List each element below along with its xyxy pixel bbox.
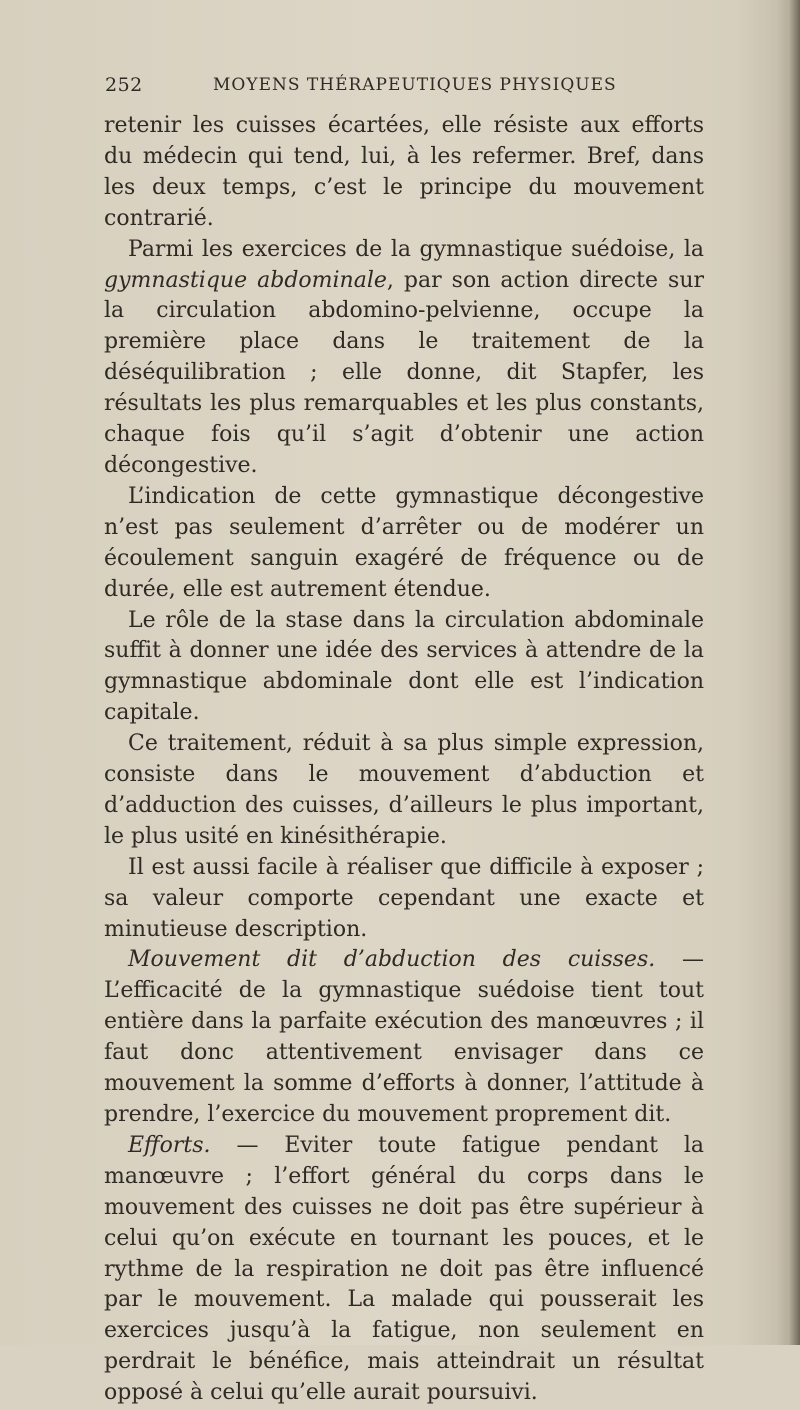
paragraph-2: Parmi les exercices de la gymnastique suédoise, la gymnastique abdominale, par son action directe sur la circulation abdomino-pelvienne, occupe la première place dans le traitement de la déséquilibration ; elle donne, dit Stapfer, les résultats les plus remarquables et les plus constants, chaque fois qu’il s’agit d’obtenir une action décongestive.: [104, 236, 705, 478]
section-heading-abduction: Mouvement dit d’abduction des cuisses.: [128, 947, 656, 973]
body-text: [104, 111, 704, 1409]
paragraph-1: retenir les cuisses écartées, elle résiste aux efforts du médecin qui tend, lui, à les refermer. Bref, dans les deux temps, c’est le principe du mouvement contrarié.: [104, 113, 704, 231]
paragraph-6: Il est aussi facile à réaliser que difficile à exposer ; sa valeur comporte cependant une exacte et minutieuse description.: [104, 854, 704, 942]
paragraph-8: Efforts. — Eviter toute fatigue pendant la manœuvre ; l’effort général du corps dans le mouvement des cuisses ne doit pas être supérieur à celui qu’on exécute en tournant les pouces, et le rythme de la respiration ne doit pas être influencé par le mouvement. La malade qui pousserait les exercices jusqu’à la fatigue, non seulement en perdrait le bénéfice, mais atteindrait un résultat opposé à celui qu’elle aurait poursuivi.: [104, 1132, 704, 1406]
paragraph-4: Le rôle de la stase dans la circulation abdominale suffit à donner une idée des services à attendre de la gymnastique abdominale dont elle est l’indication capitale.: [104, 607, 704, 726]
running-title: MOYENS THÉRAPEUTIQUES PHYSIQUES: [213, 75, 617, 95]
page-header: [105, 74, 715, 104]
term-gymnastique-abdominale: gymnastique abdominale: [104, 267, 387, 293]
paragraph-5: Ce traitement, réduit à sa plus simple expression, consiste dans le mouvement d’abduction et d’adduction des cuisses, d’ailleurs le plus important, le plus usité en kinésithérapie.: [104, 731, 704, 849]
section-heading-efforts: Efforts.: [128, 1132, 211, 1158]
paragraph-3: L’indication de cette gymnastique décongestive n’est pas seulement d’arrêter ou de modérer un écoulement sanguin exagéré de fréquence ou de durée, elle est autrement étendue.: [104, 483, 704, 602]
page-edge-shadow: [788, 0, 800, 1345]
page-number: 252: [105, 74, 143, 96]
paragraph-7: Mouvement dit d’abduction des cuisses. — L’efficacité de la gymnastique suédoise tient tout entière dans la parfaite exécution des manœuvres ; il faut donc attentivement envisager dans ce mouvement la somme d’efforts à donner, l’attitude à prendre, l’exercice du mouvement proprement dit.: [104, 947, 704, 1127]
